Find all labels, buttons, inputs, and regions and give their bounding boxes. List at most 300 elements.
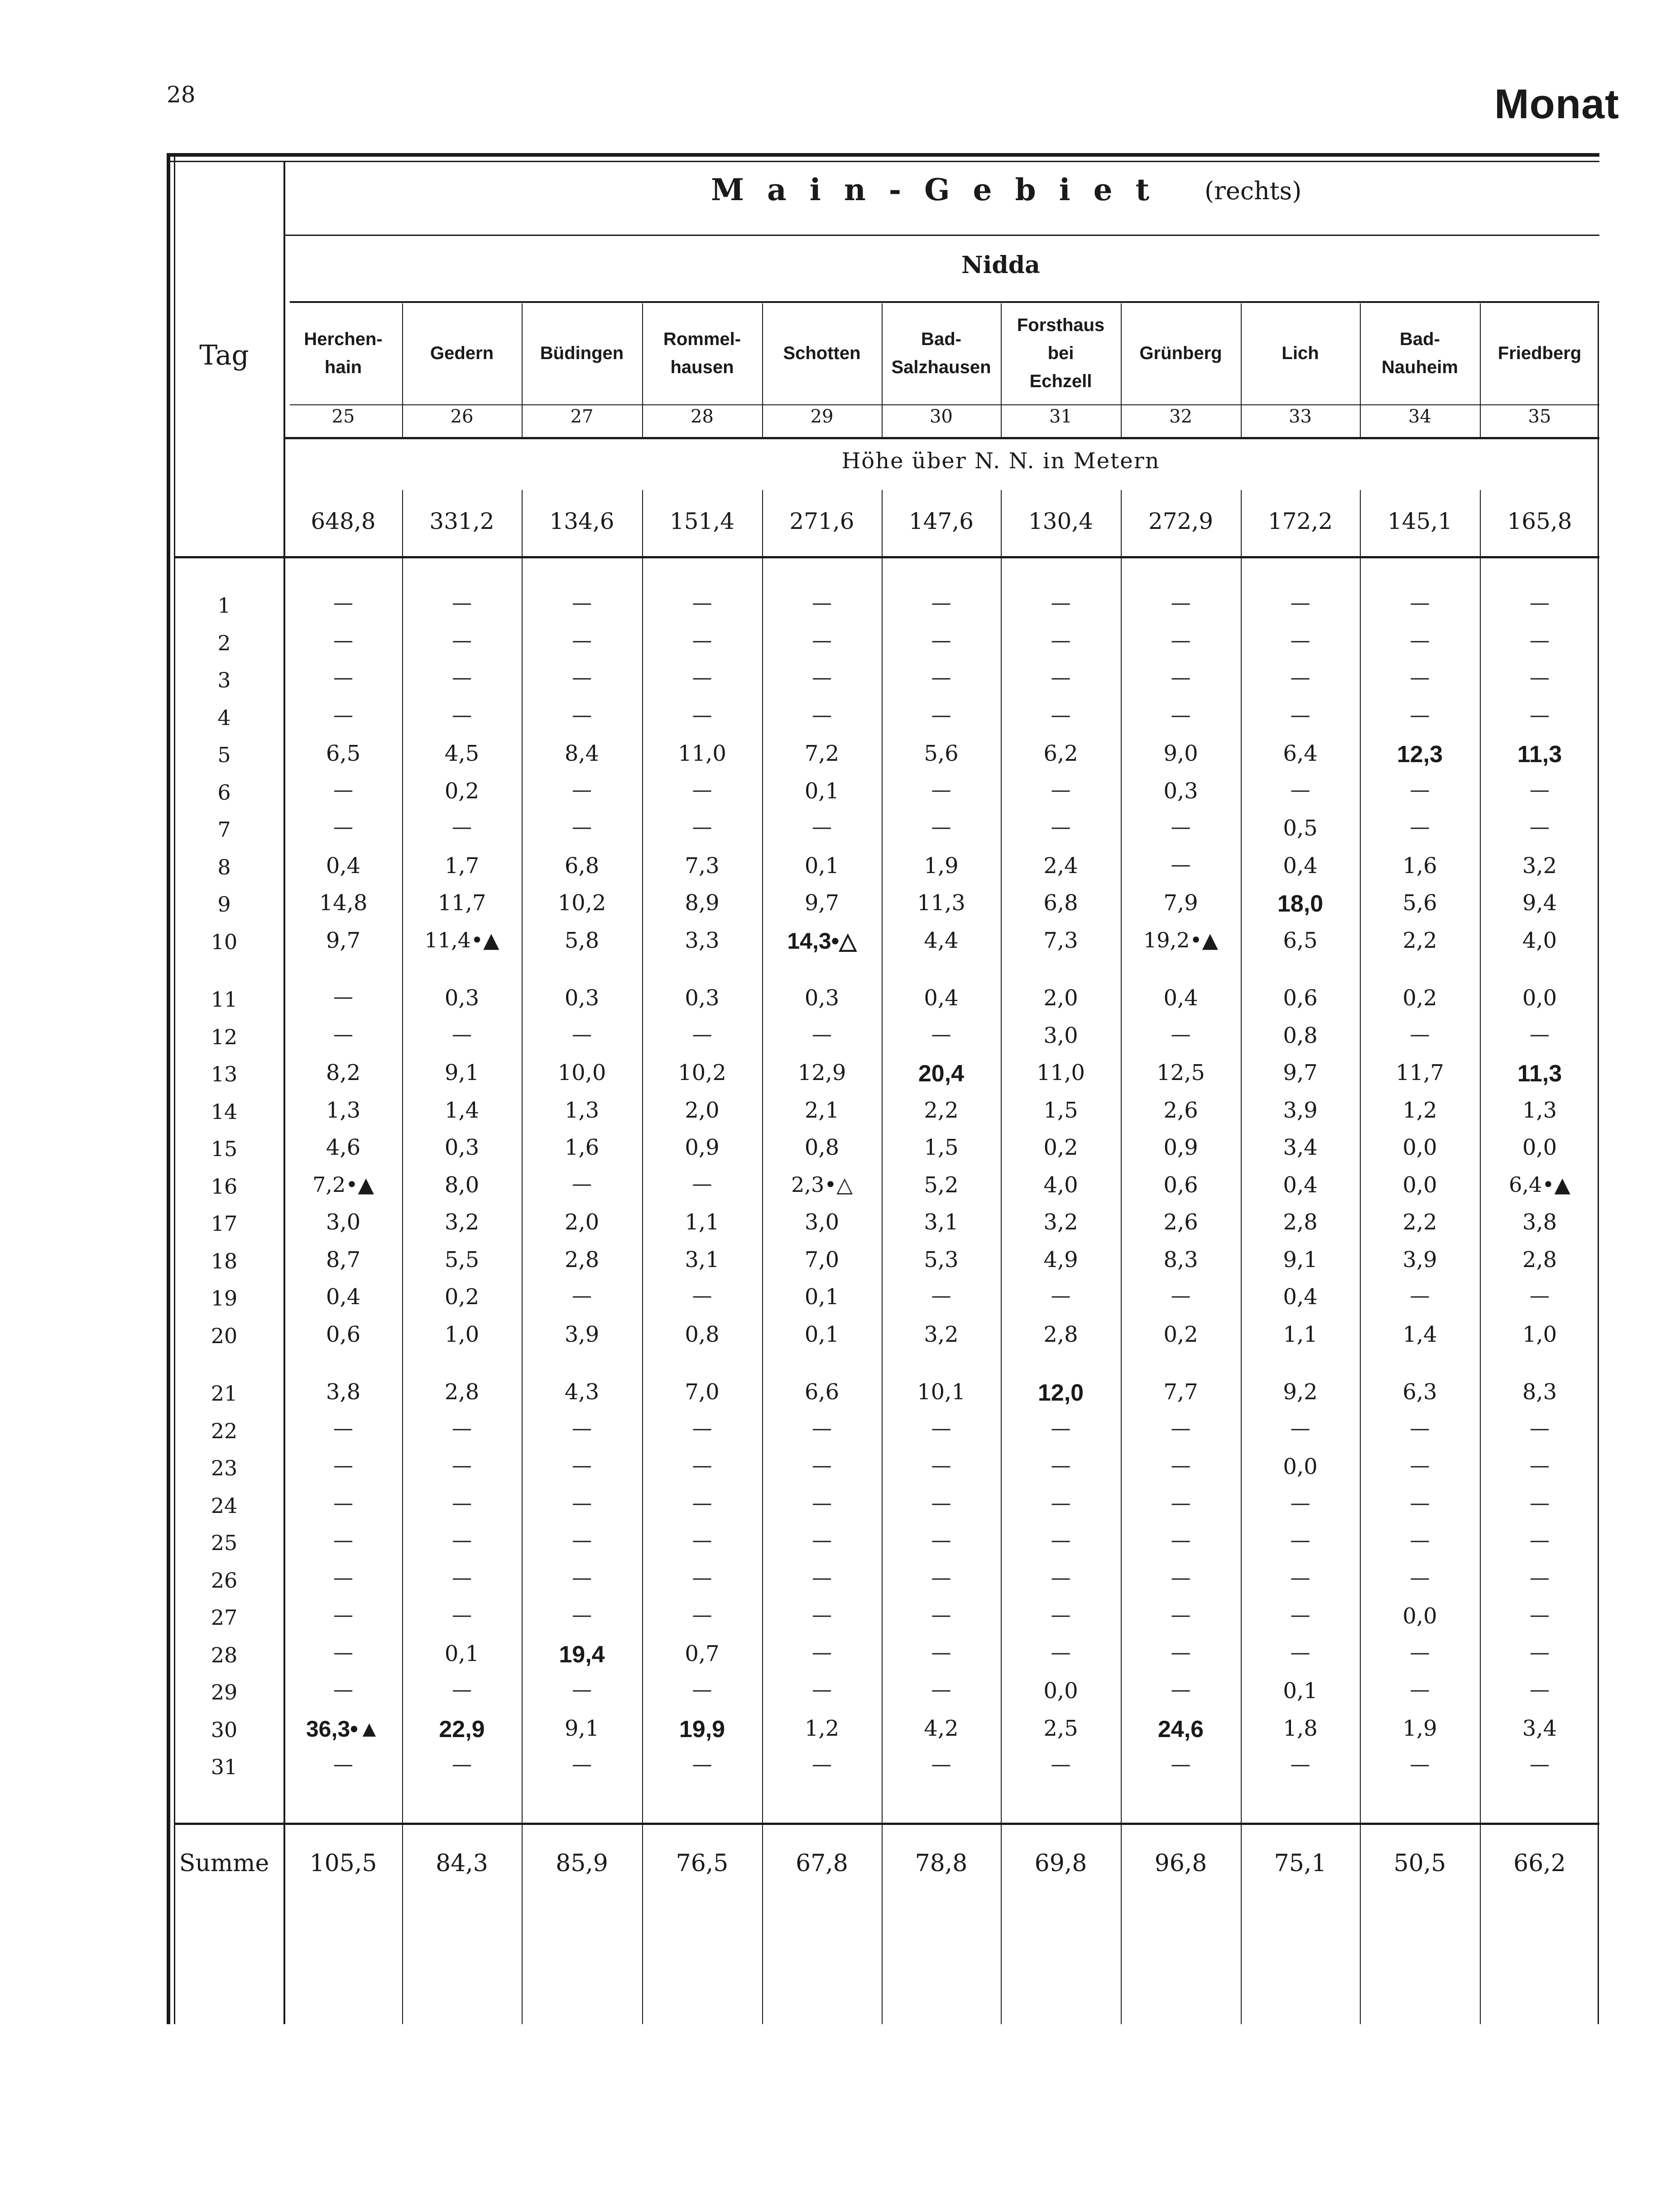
sum-rule [174, 1823, 1599, 1825]
value-cell: — [333, 1022, 353, 1046]
table-border-left-inner [174, 154, 175, 2024]
column-rule-right [1598, 303, 1599, 2024]
value-cell: 0,1 [804, 853, 840, 878]
value-cell: — [1290, 1416, 1310, 1440]
value-cell: — [572, 1416, 592, 1440]
value-cell: — [931, 629, 951, 652]
value-cell: 11,4•▲ [424, 927, 499, 952]
value-cell: — [1530, 666, 1550, 689]
value-cell: — [812, 1022, 832, 1046]
value-cell: 3,2 [1522, 853, 1557, 878]
value-cell: 3,8 [1522, 1210, 1557, 1235]
value-cell: 3,3 [685, 927, 720, 953]
value-cell: — [931, 1529, 951, 1552]
station-number: 30 [930, 406, 953, 427]
value-cell: 1,6 [1402, 853, 1437, 878]
value-cell: — [333, 1529, 353, 1552]
value-cell: 0,0 [1283, 1454, 1318, 1479]
value-cell: 1,5 [924, 1135, 959, 1160]
value-cell: 8,7 [326, 1247, 361, 1272]
value-cell: — [1051, 816, 1071, 839]
day-number: 31 [211, 1755, 238, 1779]
value-cell: 7,0 [685, 1379, 720, 1405]
value-cell: — [812, 629, 832, 652]
value-cell: — [931, 1284, 951, 1307]
value-cell: — [333, 1753, 353, 1776]
region-title: M a i n - G e b i e t [711, 172, 1156, 207]
value-cell: — [1051, 1454, 1071, 1477]
value-cell: — [1410, 591, 1430, 614]
day-number: 30 [211, 1717, 238, 1742]
value-cell: — [812, 1454, 832, 1477]
value-cell: 1,0 [1522, 1321, 1557, 1347]
value-cell: — [572, 666, 592, 689]
value-cell: — [1530, 1529, 1550, 1552]
value-cell: 0,3 [564, 985, 600, 1011]
value-cell: 11,3 [1517, 741, 1562, 768]
value-cell: — [333, 666, 353, 689]
value-cell: — [1410, 1416, 1430, 1440]
day-number: 12 [211, 1024, 238, 1049]
value-cell: — [692, 666, 712, 689]
value-cell: — [692, 778, 712, 802]
value-cell: 1,4 [444, 1097, 480, 1123]
station-name: Grünberg [1139, 343, 1222, 363]
value-cell: 6,2 [1043, 741, 1078, 766]
value-cell: 10,1 [917, 1379, 965, 1405]
value-cell: 1,0 [444, 1321, 480, 1347]
value-cell: 3,2 [1043, 1210, 1078, 1235]
station-name: Forsthaus bei Echzell [1017, 315, 1105, 391]
value-cell: 6,3 [1402, 1379, 1437, 1405]
column-rule [642, 490, 643, 2024]
day-number: 10 [211, 929, 238, 954]
station-name: Rommel- hausen [663, 329, 741, 377]
station-name: Bad- Nauheim [1382, 329, 1458, 377]
value-cell: 14,3•△ [787, 928, 857, 954]
value-cell: 2,8 [1283, 1210, 1318, 1235]
value-cell: — [452, 816, 472, 839]
value-cell: 2,0 [1043, 985, 1078, 1011]
value-cell: 0,3 [685, 985, 720, 1011]
value-cell: — [812, 1678, 832, 1701]
station-sum: 66,2 [1513, 1850, 1566, 1877]
value-cell: — [1290, 591, 1310, 614]
value-cell: 9,7 [326, 927, 361, 953]
value-cell: 18,0 [1277, 891, 1324, 917]
value-cell: 1,3 [1522, 1097, 1557, 1123]
value-cell: 9,1 [1283, 1247, 1318, 1272]
value-cell: 7,2 [804, 741, 840, 766]
station-sum: 69,8 [1034, 1850, 1087, 1877]
value-cell: 5,6 [924, 741, 959, 766]
value-cell: — [1530, 1603, 1550, 1627]
value-cell: 0,1 [804, 778, 840, 804]
value-cell: 0,2 [1043, 1135, 1078, 1160]
value-cell: 2,8 [1043, 1321, 1078, 1347]
value-cell: — [692, 629, 712, 652]
value-cell: — [572, 591, 592, 614]
value-cell: 6,8 [1043, 890, 1078, 916]
value-cell: — [1530, 1678, 1550, 1701]
value-cell: 3,0 [326, 1210, 361, 1235]
value-cell: 0,0 [1522, 985, 1557, 1011]
day-number: 18 [211, 1248, 238, 1273]
value-cell: 1,3 [564, 1097, 600, 1123]
value-cell: — [1171, 1566, 1191, 1589]
value-cell: 2,4 [1043, 853, 1078, 878]
value-cell: — [1530, 1641, 1550, 1664]
value-cell: — [1290, 629, 1310, 652]
value-cell: 0,8 [804, 1135, 840, 1160]
day-number: 3 [217, 668, 231, 692]
value-cell: 8,3 [1522, 1379, 1557, 1405]
river-name: Nidda [961, 251, 1040, 279]
station-sum: 75,1 [1274, 1850, 1327, 1877]
value-cell: — [1290, 1529, 1310, 1552]
value-cell: 1,7 [444, 853, 480, 878]
day-number: 26 [211, 1568, 238, 1593]
value-cell: — [572, 1678, 592, 1701]
value-cell: 3,1 [924, 1210, 959, 1235]
value-cell: 0,8 [685, 1321, 720, 1347]
elevation-rule [174, 556, 1599, 558]
value-cell: 0,9 [1163, 1135, 1198, 1160]
value-cell: 2,3•△ [791, 1172, 853, 1197]
value-cell: — [333, 816, 353, 839]
value-cell: 5,5 [444, 1247, 480, 1272]
column-rule [882, 490, 883, 2024]
value-cell: — [1051, 1603, 1071, 1627]
day-number: 11 [211, 987, 238, 1012]
value-cell: — [333, 1678, 353, 1701]
value-cell: 6,6 [804, 1379, 840, 1405]
value-cell: — [1171, 816, 1191, 839]
value-cell: 4,5 [444, 741, 480, 766]
value-cell: 12,3 [1397, 741, 1443, 768]
value-cell: — [1290, 1603, 1310, 1627]
station-elevation: 272,9 [1148, 508, 1214, 534]
station-elevation: 271,6 [789, 508, 854, 534]
value-cell: — [1051, 1416, 1071, 1440]
value-cell: — [1410, 666, 1430, 689]
column-rule [762, 303, 763, 437]
value-cell: 4,4 [924, 927, 959, 953]
value-cell: 14,8 [319, 890, 368, 916]
value-cell: 0,3 [1163, 778, 1198, 804]
value-cell: — [692, 703, 712, 727]
value-cell: 11,3 [917, 890, 965, 916]
value-cell: 1,2 [1402, 1097, 1437, 1123]
value-cell: 7,9 [1163, 890, 1198, 916]
day-number: 13 [211, 1062, 238, 1086]
value-cell: 2,6 [1163, 1097, 1198, 1123]
value-cell: 2,5 [1043, 1715, 1078, 1741]
value-cell: — [1171, 629, 1191, 652]
value-cell: — [812, 816, 832, 839]
value-cell: — [1410, 778, 1430, 802]
day-number: 6 [217, 780, 231, 805]
value-cell: 2,8 [1522, 1247, 1557, 1272]
value-cell: — [931, 1566, 951, 1589]
station-sum: 78,8 [915, 1850, 968, 1877]
value-cell: — [452, 666, 472, 689]
station-name: Herchen- hain [304, 329, 383, 377]
value-cell: — [812, 591, 832, 614]
value-cell: — [812, 703, 832, 727]
elevation-label: Höhe über N. N. in Metern [841, 448, 1160, 474]
value-cell: — [812, 1416, 832, 1440]
value-cell: 9,7 [804, 890, 840, 916]
value-cell: 11,3 [1517, 1061, 1562, 1087]
value-cell: 20,4 [918, 1061, 965, 1087]
value-cell: 3,9 [564, 1321, 600, 1347]
value-cell: 22,9 [439, 1716, 485, 1743]
value-cell: — [1410, 1566, 1430, 1589]
value-cell: — [692, 1284, 712, 1307]
value-cell: 0,4 [1283, 853, 1318, 878]
value-cell: — [1290, 666, 1310, 689]
value-cell: — [812, 1753, 832, 1776]
value-cell: — [931, 1603, 951, 1627]
value-cell: — [1171, 1022, 1191, 1046]
value-cell: — [1051, 1529, 1071, 1552]
value-cell: — [572, 1491, 592, 1515]
day-number: 4 [217, 705, 231, 730]
value-cell: — [452, 1454, 472, 1477]
day-number: 27 [211, 1605, 238, 1630]
value-cell: — [333, 1416, 353, 1440]
value-cell: — [1051, 703, 1071, 727]
station-number: 31 [1049, 406, 1072, 427]
value-cell: — [1171, 1603, 1191, 1627]
value-cell: 0,6 [326, 1321, 361, 1347]
value-cell: 10,2 [678, 1060, 726, 1085]
station-elevation: 145,1 [1387, 508, 1453, 534]
value-cell: — [333, 1641, 353, 1664]
column-rule [1001, 303, 1002, 437]
day-number: 23 [211, 1456, 238, 1480]
value-cell: 3,8 [326, 1379, 361, 1405]
value-cell: 4,9 [1043, 1247, 1078, 1272]
value-cell: 8,9 [685, 890, 720, 916]
value-cell: 0,9 [685, 1135, 720, 1160]
value-cell: — [1290, 1753, 1310, 1776]
value-cell: 0,0 [1522, 1135, 1557, 1160]
value-cell: — [1051, 666, 1071, 689]
station-number: 34 [1408, 406, 1431, 427]
value-cell: 0,8 [1283, 1022, 1318, 1048]
station-elevation: 151,4 [669, 508, 735, 534]
value-cell: 11,7 [1396, 1060, 1444, 1085]
value-cell: — [931, 1416, 951, 1440]
value-cell: 4,0 [1522, 927, 1557, 953]
day-number: 28 [211, 1642, 238, 1667]
value-cell: — [692, 1454, 712, 1477]
value-cell: 3,4 [1522, 1715, 1557, 1741]
station-number: 26 [450, 406, 474, 427]
value-cell: 6,5 [1283, 927, 1318, 953]
value-cell: — [452, 1022, 472, 1046]
day-number: 7 [217, 817, 231, 842]
value-cell: 5,6 [1402, 890, 1437, 916]
value-cell: 4,2 [924, 1715, 959, 1741]
value-cell: — [333, 1566, 353, 1589]
value-cell: 8,3 [1163, 1247, 1198, 1272]
value-cell: — [692, 1566, 712, 1589]
value-cell: 19,4 [559, 1641, 605, 1668]
station-sum: 105,5 [309, 1850, 377, 1877]
day-number: 19 [211, 1286, 238, 1311]
column-rule [522, 303, 523, 437]
value-cell: 0,4 [1283, 1284, 1318, 1310]
station-elevation: 331,2 [429, 508, 494, 534]
value-cell: — [572, 629, 592, 652]
value-cell: — [692, 1678, 712, 1701]
value-cell: 10,2 [557, 890, 606, 916]
value-cell: — [812, 666, 832, 689]
value-cell: — [1171, 591, 1191, 614]
value-cell: 3,2 [924, 1321, 959, 1347]
value-cell: 6,4•▲ [1509, 1172, 1570, 1197]
value-cell: — [1530, 1022, 1550, 1046]
value-cell: 0,0 [1402, 1172, 1437, 1198]
value-cell: 3,1 [685, 1247, 720, 1272]
column-rule [762, 490, 763, 2024]
value-cell: — [1530, 1416, 1550, 1440]
value-cell: 2,2 [924, 1097, 959, 1123]
station-name: Büdingen [540, 343, 624, 363]
day-number: 24 [211, 1493, 238, 1518]
value-cell: — [572, 1529, 592, 1552]
station-sum: 85,9 [556, 1850, 608, 1877]
value-cell: — [333, 985, 353, 1008]
column-rule [402, 303, 403, 437]
value-cell: — [931, 816, 951, 839]
station-number: 25 [331, 406, 355, 427]
value-cell: — [1171, 703, 1191, 727]
value-cell: 11,0 [678, 741, 726, 766]
value-cell: — [931, 703, 951, 727]
value-cell: 0,4 [1163, 985, 1198, 1011]
value-cell: 0,0 [1043, 1678, 1078, 1704]
column-rule [1480, 490, 1481, 2024]
value-cell: — [931, 666, 951, 689]
value-cell: 0,4 [326, 1284, 361, 1310]
value-cell: — [812, 1603, 832, 1627]
value-cell: 7,0 [804, 1247, 840, 1272]
value-cell: 1,5 [1043, 1097, 1078, 1123]
value-cell: 6,4 [1283, 741, 1318, 766]
value-cell: 0,1 [804, 1321, 840, 1347]
day-number: 1 [217, 593, 231, 618]
value-cell: — [452, 1753, 472, 1776]
value-cell: 0,0 [1402, 1603, 1437, 1629]
value-cell: — [452, 1529, 472, 1552]
value-cell: — [572, 1284, 592, 1307]
value-cell: — [572, 1566, 592, 1589]
value-cell: — [931, 778, 951, 802]
value-cell: — [1171, 1491, 1191, 1515]
value-cell: — [692, 1491, 712, 1515]
value-cell: — [1051, 1491, 1071, 1515]
station-elevation: 130,4 [1028, 508, 1094, 534]
column-rule [522, 490, 523, 2024]
value-cell: — [1410, 703, 1430, 727]
value-cell: 2,6 [1163, 1210, 1198, 1235]
value-cell: — [1171, 1641, 1191, 1664]
value-cell: 0,4 [924, 985, 959, 1011]
day-number: 22 [211, 1418, 238, 1443]
station-sum: 84,3 [436, 1850, 488, 1877]
day-number: 29 [211, 1680, 238, 1704]
station-name: Lich [1282, 343, 1319, 363]
region-rule [285, 235, 1599, 236]
value-cell: 3,0 [1043, 1022, 1078, 1048]
value-cell: 0,1 [1283, 1678, 1318, 1704]
value-cell: — [931, 1753, 951, 1776]
station-elevation: 147,6 [908, 508, 974, 534]
value-cell: — [333, 703, 353, 727]
day-number: 16 [211, 1174, 238, 1199]
value-cell: 2,8 [444, 1379, 480, 1405]
day-number: 2 [217, 630, 231, 655]
value-cell: — [1171, 1454, 1191, 1477]
station-name: Schotten [783, 343, 861, 363]
value-cell: 3,4 [1283, 1135, 1318, 1160]
value-cell: — [1410, 1529, 1430, 1552]
value-cell: — [1171, 1753, 1191, 1776]
station-name: Bad- Salzhausen [891, 329, 991, 377]
value-cell: — [452, 1678, 472, 1701]
value-cell: 6,5 [326, 741, 361, 766]
column-rule [1121, 490, 1122, 2024]
station-sum: 96,8 [1154, 1850, 1207, 1877]
value-cell: — [1051, 1641, 1071, 1664]
value-cell: — [812, 1529, 832, 1552]
value-cell: 0,5 [1283, 816, 1318, 841]
river-rule [290, 301, 1599, 303]
value-cell: — [1051, 1566, 1071, 1589]
station-elevation: 134,6 [549, 508, 614, 534]
value-cell: — [931, 591, 951, 614]
value-cell: — [1410, 1678, 1430, 1701]
column-rule [1241, 490, 1242, 2024]
value-cell: — [1530, 629, 1550, 652]
station-elevation: 165,8 [1507, 508, 1572, 534]
value-cell: 2,2 [1402, 927, 1437, 953]
value-cell: — [931, 1491, 951, 1515]
value-cell: — [692, 1172, 712, 1195]
station-name: Gedern [430, 343, 494, 363]
value-cell: — [452, 1416, 472, 1440]
column-rule [642, 303, 643, 437]
value-cell: — [1290, 703, 1310, 727]
value-cell: — [1530, 1566, 1550, 1589]
column-rule [1121, 303, 1122, 437]
value-cell: — [1051, 629, 1071, 652]
value-cell: 19,9 [679, 1716, 725, 1743]
value-cell: — [1051, 778, 1071, 802]
station-number: 32 [1169, 406, 1192, 427]
value-cell: 12,9 [797, 1060, 846, 1085]
value-cell: — [1290, 778, 1310, 802]
value-cell: — [931, 1454, 951, 1477]
value-cell: 0,0 [1402, 1135, 1437, 1160]
region-note: (rechts) [1205, 177, 1302, 205]
value-cell: — [1171, 853, 1191, 876]
value-cell: 24,6 [1157, 1716, 1204, 1743]
